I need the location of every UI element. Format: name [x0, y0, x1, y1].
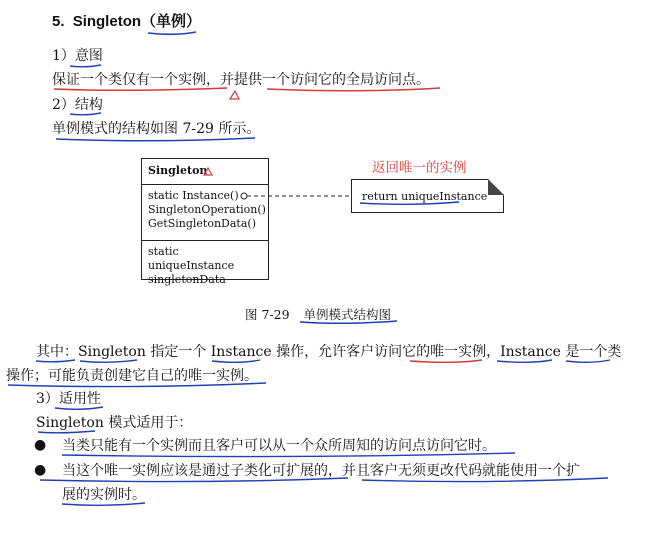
caption-text: 单例模式结构图	[303, 307, 392, 322]
bullet-icon: ●	[34, 437, 47, 453]
underline-mark	[56, 138, 255, 141]
section3-title: 3）适用性	[36, 391, 101, 407]
heading-en: Singleton	[72, 13, 142, 30]
operation-item: SingletonOperation()	[148, 203, 266, 216]
note-fold-icon	[488, 179, 504, 195]
heading-number: 5.	[52, 13, 65, 30]
underline-mark	[70, 65, 101, 67]
triangle-mark-icon	[230, 91, 239, 99]
section1-title: 1）意图	[52, 48, 103, 64]
attribute-item: static uniqueInstance	[148, 245, 235, 272]
bullet-text-continued: 展的实例时。	[62, 487, 146, 503]
heading	[52, 10, 201, 31]
diagram-annotation: 返回唯一的实例	[372, 160, 467, 175]
heading-zh: （单例）	[141, 13, 202, 30]
class-operations	[142, 185, 268, 241]
operation-item: GetSingletonData()	[148, 217, 256, 230]
paragraph-line2: 操作；可能负责创建它自己的唯一实例。	[6, 368, 258, 384]
figure-caption	[245, 305, 391, 323]
section1-body: 保证一个类仅有一个实例，并提供一个访问它的全局访问点。	[52, 72, 430, 88]
underline-mark	[148, 32, 196, 34]
singleton-class-box	[141, 158, 269, 286]
caption-label: 图 7-29	[245, 307, 290, 322]
note-box	[351, 179, 504, 213]
section3-intro: Singleton 模式适用于：	[36, 415, 193, 431]
section2-title: 2）结构	[52, 97, 103, 113]
class-attributes	[142, 241, 268, 289]
bullet-text: 当这个唯一实例应该是通过子类化可扩展的，并且客户无须更改代码就能使用一个扩	[62, 463, 580, 479]
attribute-item: singletonData	[148, 273, 226, 286]
operation-item: static Instance()	[148, 189, 239, 202]
note-text: return uniqueInstance	[362, 190, 488, 203]
paragraph-line1: 其中：Singleton 指定一个 Instance 操作，允许客户访问它的唯一实例，Instance 是一个类	[36, 344, 622, 360]
bullet-text: 当类只能有一个实例而且客户可以从一个众所周知的访问点访问它时。	[62, 438, 496, 454]
bullet-icon: ●	[34, 462, 47, 478]
section2-body: 单例模式的结构如图 7-29 所示。	[52, 121, 261, 137]
class-name: Singleton	[142, 159, 268, 185]
